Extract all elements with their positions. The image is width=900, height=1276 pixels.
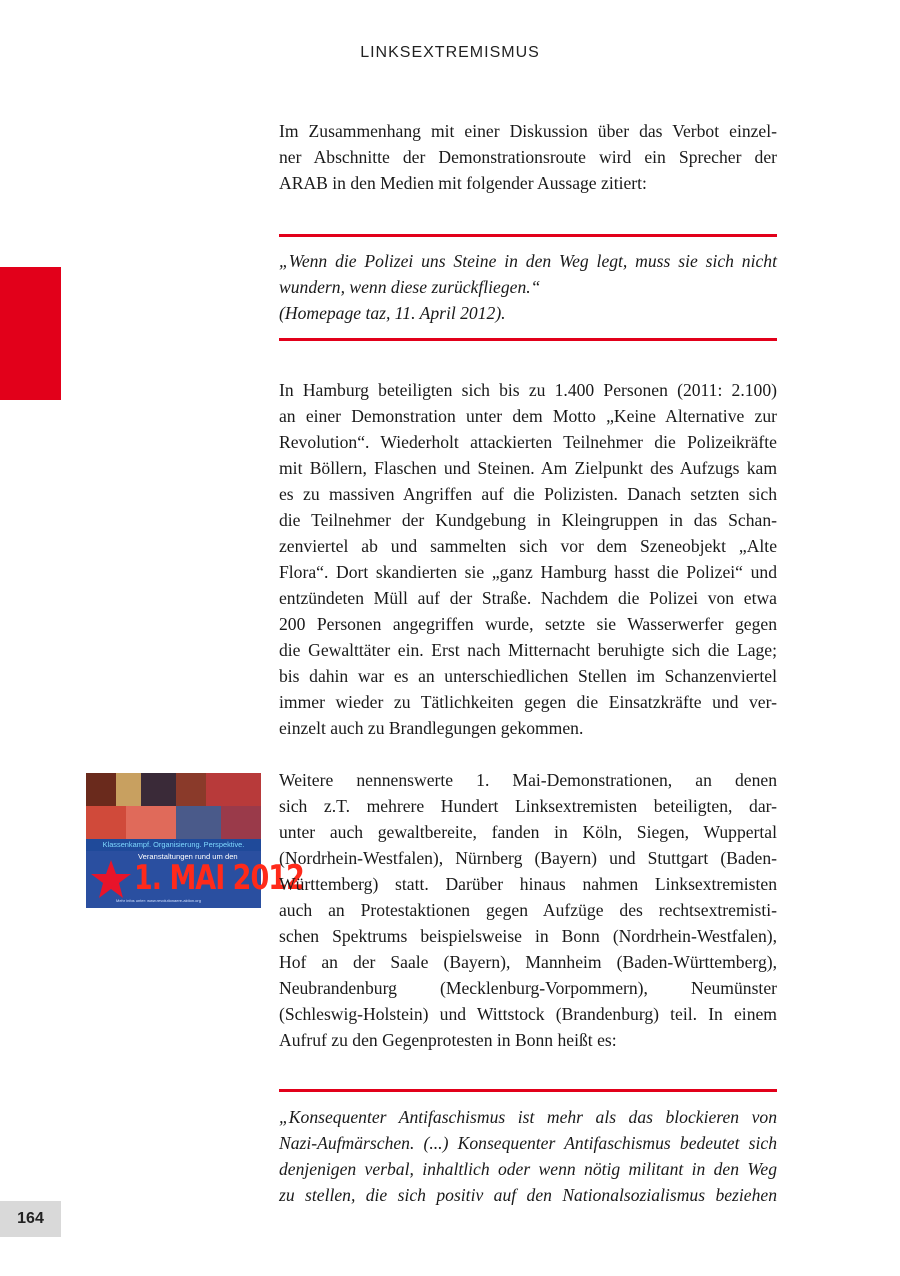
poster-events-label: Veranstaltungen rund um den (138, 852, 238, 861)
page-number: 164 (0, 1201, 61, 1237)
running-header: LINKSEXTREMISMUS (360, 44, 540, 61)
poster-photo-collage (86, 773, 261, 839)
quote-rule-top (279, 234, 777, 237)
quote-rule-top-2 (279, 1089, 777, 1092)
paragraph-hamburg: In Hamburg beteiligten sich bis zu 1.400 Personen (2011: 2.100) an einer Demonstration unter dem Motto „Keine Alternative zur Revolution“. Wiederholt attackierten Teilnehmer die Polizeikräfte mit Böllern, Flaschen und Steinen. Am Zielpunkt des Aufzugs kam es zu massiven Angriffen auf die Polizisten. Danach setzten sich die Teilnehmer der Kundgebung in Kleingruppen in das Schan- zenviertel ab und sammelten sich vor dem Szeneobjekt „Alte Flora“. Dort skandierten sie „ganz Hamburg hasst die Polizei“ und entzündeten Müll auf der Straße. Nachdem die Polizei von etwa 200 Personen angegriffen wurde, setzte sie Wasserwerfer gegen die Gewalttäter ein. Erst nach Mitternacht beruhigte sich die Lage; bis dahin war es an unterschiedlichen Stellen im Schanzenviertel immer wieder zu Tätlichkeiten gegen die Einsatzkräfte und ver- einzelt auch zu Brandlegungen gekommen. (279, 380, 777, 738)
paragraph-further-demos: Weitere nennenswerte 1. Mai-Demonstrationen, an denen sich z.T. mehrere Hundert Linksextremisten beteiligten, dar- unter auch gewaltbereite, fanden in Köln, Siegen, Wuppertal (Nordrhein-Westfalen), Nürnberg (Bayern) und Stuttgart (Baden- Württemberg) statt. Darüber hinaus nahmen Linksextremisten auch an Protestaktionen gegen Aufzüge des rechtsextremisti- schen Spektrums beispielsweise in Bonn (Nordrhein-Westfalen), Hof an der Saale (Bayern), Mannheim (Baden-Württemberg), Neubrandenburg (Mecklenburg-Vorpommern), Neumünster (Schleswig-Holstein) und Wittstock (Brandenburg) teil. In einem Aufruf zu den Gegenprotesten in Bonn heißt es: (279, 770, 777, 1050)
poster-footer: Mehr infos unter: www.revolutionaere-aktion.org (116, 898, 201, 903)
quote-rule-bottom (279, 338, 777, 341)
poster-slogan: Klassenkampf. Organisierung. Perspektive. (86, 839, 261, 851)
may-day-poster-image (86, 773, 304, 908)
quote-bonn: „Konsequenter Antifaschismus ist mehr als das blockieren von Nazi-Aufmärschen. (...) Konsequenter Antifaschismus bedeutet sich denjenigen verbal, inhaltlich oder wenn nötig militant in den Weg zu stellen, die sich positiv auf den Nationalsozialismus beziehen (279, 1107, 777, 1205)
poster-headline: 1. MAI 2012 (134, 859, 304, 898)
quote-arab: „Wenn die Polizei uns Steine in den Weg legt, muss sie sich nicht wundern, wenn diese zurückfliegen.“ (Homepage taz, 11. April 2012). (279, 251, 777, 323)
paragraph-intro: Im Zusammenhang mit einer Diskussion über das Verbot einzel- ner Abschnitte der Demonstrationsroute wird ein Sprecher der ARAB in den Medien mit folgender Aussage zitiert: (279, 121, 777, 193)
red-star-icon (90, 858, 132, 900)
chapter-side-marker (0, 267, 61, 400)
